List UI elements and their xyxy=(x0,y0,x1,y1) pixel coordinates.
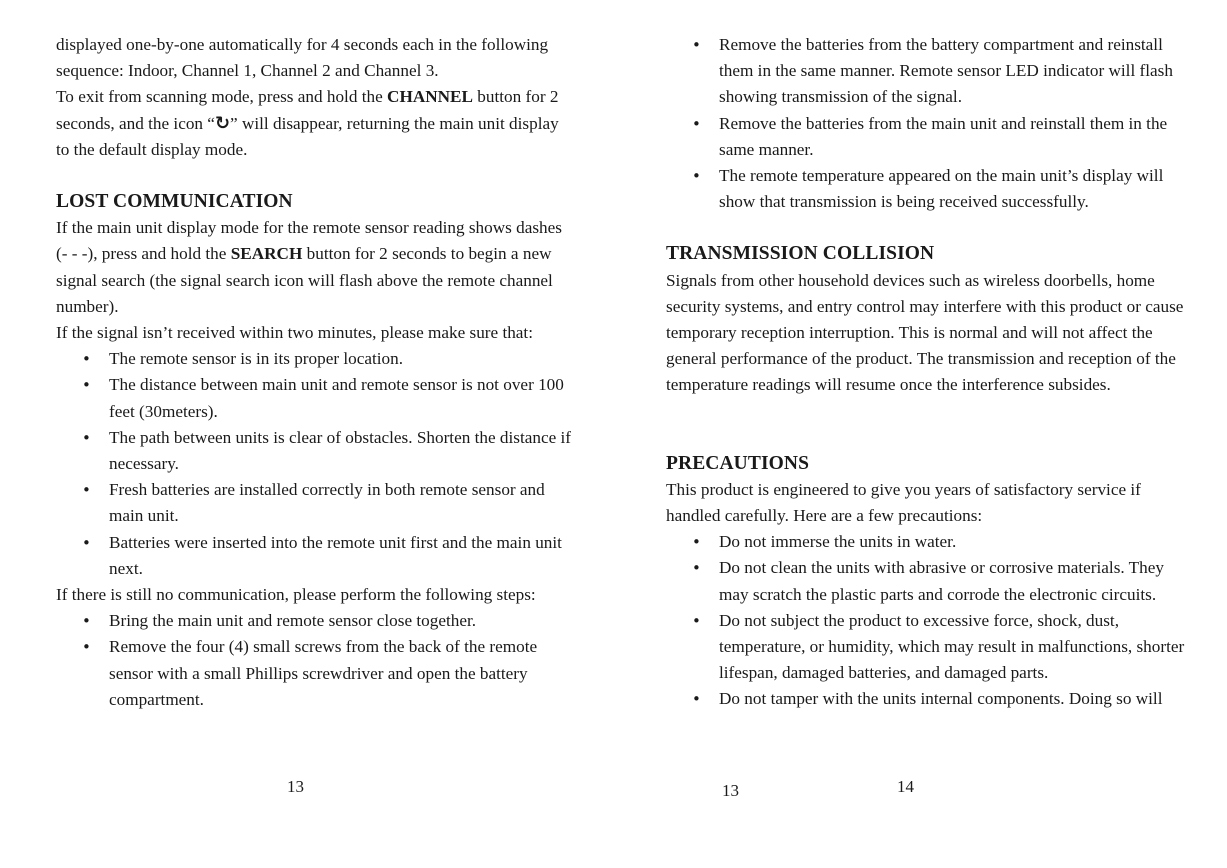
intro-paragraph: displayed one-by-one automatically for 4 seconds each in the following sequence: Indoor, Channel 1, Channel 2 and Channel 3. xyxy=(56,35,549,81)
right-page-number: 14 xyxy=(897,777,914,796)
list-item: • Remove the batteries from the main unit and reinstall them in the same manner. xyxy=(666,111,1186,163)
transmission-collision-paragraph: Signals from other household devices such as wireless doorbells, home security systems, and entry control may interfere with this product or cause temporary reception interruption. This is normal and will not affect the general performance of the product. The transmission and reception of the temperature readings will resume once the interference subsides. xyxy=(666,270,1184,395)
channel-button-term: CHANNEL xyxy=(387,87,473,107)
precautions-list xyxy=(666,529,1186,712)
left-page xyxy=(56,32,576,713)
scan-cycle-icon: ↻ xyxy=(214,112,231,134)
list-item: • The path between units is clear of obstacles. Shorten the distance if necessary. xyxy=(56,425,576,477)
transmission-collision-heading: TRANSMISSION COLLISION xyxy=(666,243,935,265)
exit-text-part-1: To exit from scanning mode, press and hold the xyxy=(56,87,388,107)
search-button-term: SEARCH xyxy=(230,244,303,264)
precautions-intro: This product is engineered to give you years of satisfactory service if handled carefully. Here are a few precautions: xyxy=(666,479,1141,526)
lost-communication-heading: LOST COMMUNICATION xyxy=(56,191,293,213)
list-item: • Do not immerse the units in water. xyxy=(666,529,1186,555)
list-item: • Do not tamper with the units internal components. Doing so will xyxy=(666,686,1186,712)
steps-intro: If there is still no communication, please perform the following steps: xyxy=(56,585,536,605)
lost-text-part-1: If the main unit display mode for the remote sensor reading shows dashes (- - -), press and hold the xyxy=(56,218,562,264)
steps-list-continued xyxy=(666,32,1186,215)
left-page-number: 13 xyxy=(287,777,304,796)
list-item: • The remote sensor is in its proper location. xyxy=(56,346,576,372)
right-page xyxy=(666,32,1186,713)
list-item: • Do not subject the product to excessive force, shock, dust, temperature, or humidity, which may result in malfunctions, shorter lifespan, damaged batteries, and damaged parts. xyxy=(666,608,1186,687)
lost-communication-paragraph xyxy=(56,215,576,320)
exit-scanning-paragraph xyxy=(56,84,576,163)
list-item: • The remote temperature appeared on the main unit’s display will show that transmission is being received successfully. xyxy=(666,163,1186,215)
list-item: • Batteries were inserted into the remote unit first and the main unit next. xyxy=(56,530,576,582)
list-item: • Bring the main unit and remote sensor close together. xyxy=(56,608,576,634)
list-item: • Fresh batteries are installed correctly in both remote sensor and main unit. xyxy=(56,477,576,529)
check-intro: If the signal isn’t received within two minutes, please make sure that: xyxy=(56,323,533,343)
exit-text-part-2: button for 2 seconds, and the icon “ xyxy=(56,87,559,133)
list-item: • Remove the batteries from the battery compartment and reinstall them in the same manner. Remote sensor LED indicator will flash showing transmission of the signal. xyxy=(666,32,1186,111)
stray-page-number: 13 xyxy=(722,781,739,800)
precautions-heading: PRECAUTIONS xyxy=(666,452,810,474)
list-item: • Remove the four (4) small screws from the back of the remote sensor with a small Phillips screwdriver and open the battery compartment. xyxy=(56,634,576,713)
lost-text-part-2: button for 2 seconds to begin a new signal search (the signal search icon will flash above the remote channel number). xyxy=(56,244,553,316)
list-item: • Do not clean the units with abrasive or corrosive materials. They may scratch the plastic parts and corrode the electronic circuits. xyxy=(666,555,1186,607)
exit-text-part-3: ” will disappear, returning the main unit display to the default display mode. xyxy=(56,113,559,159)
check-list xyxy=(56,346,576,582)
list-item: • The distance between main unit and remote sensor is not over 100 feet (30meters). xyxy=(56,372,576,424)
steps-list xyxy=(56,608,576,713)
